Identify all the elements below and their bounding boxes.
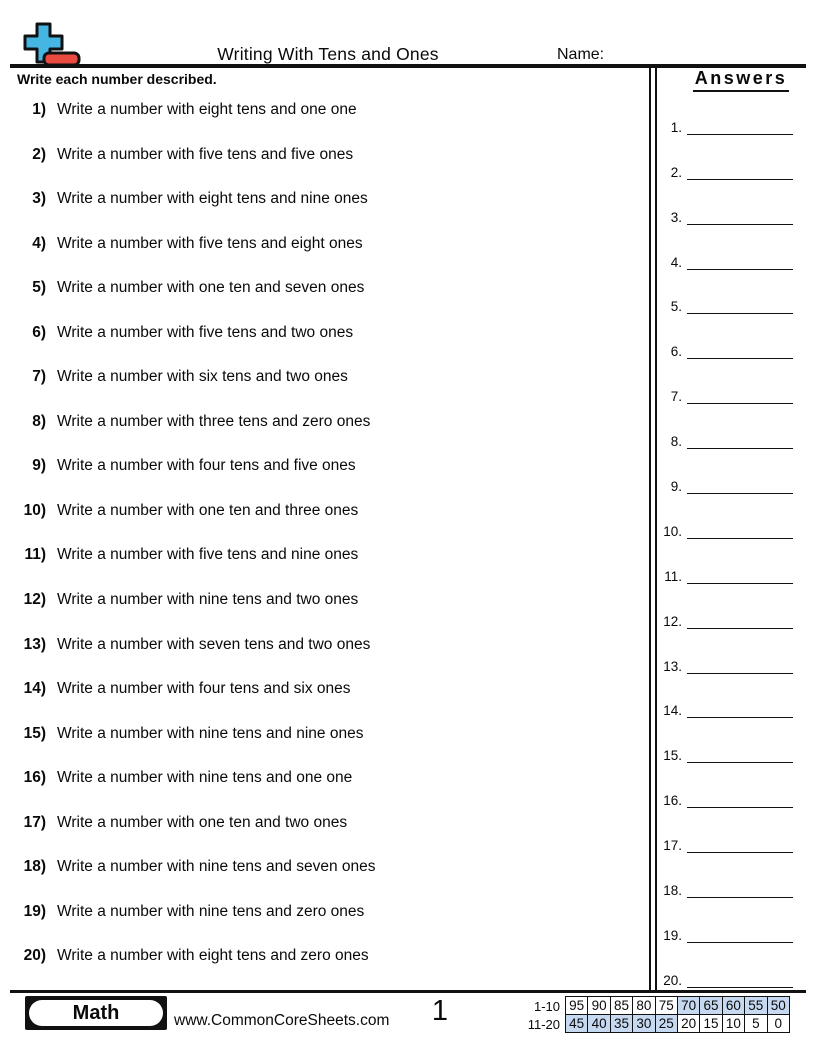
answer-number: 10. [663, 523, 682, 539]
question-row [14, 635, 639, 680]
question-row [14, 590, 639, 635]
commoncoresheets-logo-icon [20, 21, 84, 69]
question-row [14, 323, 639, 368]
footer-rule [10, 990, 806, 993]
question-number: 6) [32, 323, 46, 341]
answer-blank[interactable] [687, 839, 793, 853]
subject-badge [25, 996, 167, 1030]
answer-row [658, 494, 798, 539]
question-number: 18) [23, 858, 46, 876]
question-number: 11) [24, 546, 46, 564]
website-link[interactable]: www.CommonCoreSheets.com [174, 1012, 390, 1029]
answer-blank[interactable] [687, 480, 793, 494]
score-row-labels [498, 998, 560, 1035]
answer-row [658, 943, 798, 988]
answer-number: 18. [663, 883, 682, 899]
question-number: 5) [32, 279, 46, 297]
question-number: 19) [23, 902, 46, 920]
answer-row [658, 449, 798, 494]
question-text: Write a number with eight tens and nine ones [57, 190, 368, 208]
answer-row [658, 853, 798, 898]
answer-row [658, 90, 798, 135]
answers-title: Answers [693, 68, 790, 92]
answer-blank[interactable] [687, 256, 793, 270]
answer-blank[interactable] [687, 345, 793, 359]
question-text: Write a number with nine tens and two ones [57, 591, 359, 609]
answer-row [658, 404, 798, 449]
answer-blank[interactable] [687, 211, 793, 225]
question-text: Write a number with nine tens and seven ones [57, 858, 376, 876]
score-cell: 40 [588, 1015, 610, 1033]
question-text: Write a number with nine tens and nine ones [57, 724, 364, 742]
answer-number: 8. [670, 434, 682, 450]
answer-number: 11. [664, 568, 682, 584]
score-table-row-1 [566, 997, 790, 1015]
score-row-label-2: 11-20 [527, 1017, 560, 1033]
answer-blank[interactable] [687, 525, 793, 539]
question-row [14, 189, 639, 234]
question-text: Write a number with seven tens and two ones [57, 635, 371, 653]
answer-blank[interactable] [687, 884, 793, 898]
score-cell: 45 [566, 1015, 588, 1033]
question-number: 16) [23, 769, 46, 787]
answer-blank[interactable] [687, 794, 793, 808]
score-cell: 60 [722, 997, 744, 1015]
answer-number: 14. [663, 703, 682, 719]
score-cell: 90 [588, 997, 610, 1015]
question-number: 10) [23, 501, 46, 519]
question-row [14, 456, 639, 501]
answer-row [658, 763, 798, 808]
question-number: 4) [32, 234, 46, 252]
answer-blank[interactable] [687, 974, 793, 988]
score-cell: 0 [767, 1015, 789, 1033]
question-row [14, 946, 639, 991]
question-number: 3) [32, 190, 46, 208]
question-text: Write a number with five tens and two ones [57, 323, 354, 341]
answer-blank[interactable] [687, 435, 793, 449]
answer-row [658, 135, 798, 180]
answer-row [658, 629, 798, 674]
answer-blank[interactable] [687, 121, 793, 135]
question-text: Write a number with nine tens and one one [57, 769, 353, 787]
score-cell: 10 [722, 1015, 744, 1033]
question-list [14, 100, 639, 991]
question-row [14, 367, 639, 412]
answers-header [662, 68, 816, 92]
answer-blank[interactable] [687, 704, 793, 718]
answer-row [658, 898, 798, 943]
score-cell: 20 [677, 1015, 699, 1033]
question-number: 7) [32, 368, 46, 386]
answer-number: 19. [663, 927, 682, 943]
question-text: Write a number with five tens and eight ones [57, 234, 363, 252]
score-table-row-2 [566, 1015, 790, 1033]
question-number: 13) [23, 635, 46, 653]
question-number: 9) [32, 457, 46, 475]
answer-number: 12. [663, 613, 682, 629]
score-cell: 65 [700, 997, 722, 1015]
column-divider [649, 68, 657, 990]
answer-row [658, 539, 798, 584]
score-cell: 95 [566, 997, 588, 1015]
answer-blank[interactable] [687, 300, 793, 314]
question-row [14, 278, 639, 323]
question-row [14, 100, 639, 145]
answer-blank[interactable] [687, 615, 793, 629]
question-number: 1) [32, 101, 46, 118]
page-title: Writing With Tens and Ones [217, 44, 439, 64]
answer-row [658, 225, 798, 270]
score-cell: 85 [610, 997, 632, 1015]
question-text: Write a number with one ten and three ones [57, 501, 359, 519]
answer-row [658, 674, 798, 719]
name-label: Name: [557, 46, 605, 63]
question-text: Write a number with nine tens and zero ones [57, 902, 365, 920]
answer-number: 5. [670, 299, 682, 315]
question-row [14, 679, 639, 724]
score-cell: 80 [633, 997, 655, 1015]
answer-row [658, 808, 798, 853]
answer-number: 3. [670, 209, 682, 225]
question-text: Write a number with six tens and two ones [57, 368, 348, 386]
answer-number: 4. [670, 254, 682, 270]
answer-number: 20. [663, 972, 682, 988]
question-number: 2) [32, 145, 46, 163]
question-row [14, 145, 639, 190]
question-number: 14) [23, 680, 46, 698]
answer-number: 15. [663, 748, 682, 764]
question-row [14, 768, 639, 813]
answer-row [658, 584, 798, 629]
question-text: Write a number with one ten and seven ones [57, 279, 365, 297]
score-cell: 35 [610, 1015, 632, 1033]
answer-number: 7. [670, 389, 682, 405]
question-row [14, 902, 639, 947]
page-number: 1 [431, 995, 449, 1027]
question-text: Write a number with four tens and five ones [57, 457, 356, 475]
question-row [14, 857, 639, 902]
question-text: Write a number with eight tens and zero ones [57, 947, 369, 965]
question-text: Write a number with five tens and five ones [57, 145, 354, 163]
question-text: Write a number with four tens and six ones [57, 680, 351, 698]
question-text: Write a number with three tens and zero ones [57, 412, 371, 430]
question-number: 17) [23, 813, 46, 831]
subject-label: Math [29, 1000, 163, 1026]
question-row [14, 412, 639, 457]
question-row [14, 501, 639, 546]
answer-blank[interactable] [687, 929, 793, 943]
question-row [14, 545, 639, 590]
answer-row [658, 718, 798, 763]
answer-list [658, 90, 798, 988]
score-cell: 50 [767, 997, 789, 1015]
answer-number: 2. [670, 164, 682, 180]
question-number: 12) [23, 591, 46, 609]
question-row [14, 234, 639, 279]
question-text: Write a number with eight tens and one one [57, 101, 357, 118]
answer-blank[interactable] [687, 570, 793, 584]
score-row-label-1: 1-10 [533, 999, 560, 1014]
score-cell: 70 [677, 997, 699, 1015]
answer-blank[interactable] [687, 660, 793, 674]
score-cell: 5 [745, 1015, 767, 1033]
answer-blank[interactable] [687, 166, 793, 180]
instruction-text: Write each number described. [17, 71, 217, 87]
score-table [565, 996, 790, 1033]
score-cell: 30 [633, 1015, 655, 1033]
answer-row [658, 180, 798, 225]
answer-number: 17. [663, 838, 682, 854]
answer-number: 1. [670, 119, 682, 135]
score-cell: 15 [700, 1015, 722, 1033]
answer-row [658, 359, 798, 404]
score-cell: 25 [655, 1015, 677, 1033]
question-text: Write a number with one ten and two ones [57, 813, 348, 831]
score-cell: 75 [655, 997, 677, 1015]
answer-blank[interactable] [687, 390, 793, 404]
score-cell: 55 [745, 997, 767, 1015]
answer-blank[interactable] [687, 749, 793, 763]
question-number: 20) [23, 947, 46, 965]
answer-number: 6. [670, 344, 682, 360]
question-number: 8) [32, 412, 46, 430]
question-row [14, 813, 639, 858]
question-number: 15) [23, 724, 46, 742]
answer-row [658, 270, 798, 315]
question-text: Write a number with five tens and nine ones [57, 546, 359, 564]
answer-row [658, 314, 798, 359]
answer-number: 16. [663, 793, 682, 809]
question-row [14, 724, 639, 769]
answer-number: 13. [663, 658, 682, 674]
answer-number: 9. [670, 479, 682, 495]
